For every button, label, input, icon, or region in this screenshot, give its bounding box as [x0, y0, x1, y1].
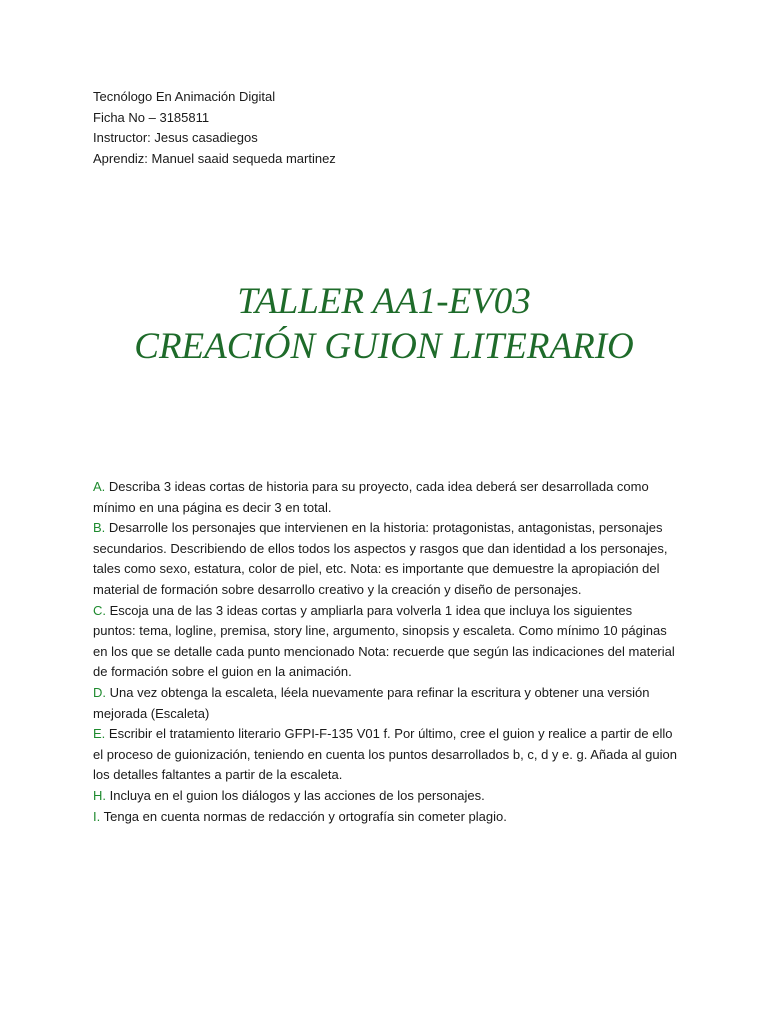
- item-text: Escribir el tratamiento literario GFPI-F-135 V01 f. Por último, cree el guion y realice a partir de ello el proceso de guionización, teniendo en cuenta los puntos desarrollados b, c, d y e. g. Añada al guion los detalles faltantes a partir de la escaleta.: [93, 726, 677, 783]
- instruction-item-b: [93, 518, 678, 600]
- document-header: [93, 87, 653, 169]
- title-line-2: CREACIÓN GUION LITERARIO: [134, 326, 634, 367]
- instruction-item-c: [93, 601, 678, 683]
- item-text: Tenga en cuenta normas de redacción y ortografía sin cometer plagio.: [100, 808, 507, 824]
- title-line-1: TALLER AA1-EV03: [237, 281, 531, 322]
- item-letter: B.: [93, 520, 106, 536]
- item-text: Una vez obtenga la escaleta, léela nuevamente para refinar la escritura y obtener una versión mejorada (Escaleta): [93, 684, 650, 721]
- item-letter: E.: [93, 726, 106, 742]
- instruction-list: [93, 477, 678, 827]
- item-text: Incluya en el guion los diálogos y las acciones de los personajes.: [106, 787, 485, 803]
- item-letter: C.: [93, 602, 106, 618]
- instructor-name: Instructor: Jesus casadiegos: [93, 130, 258, 146]
- instruction-item-h: [93, 786, 678, 807]
- instruction-item-a: [93, 477, 678, 518]
- program-name: Tecnólogo En Animación Digital: [93, 89, 276, 104]
- instruction-item-e: [93, 724, 678, 786]
- instruction-item-d: [93, 683, 678, 724]
- aprendiz-name: Aprendiz: Manuel saaid sequeda martinez: [93, 150, 336, 166]
- item-text: Escoja una de las 3 ideas cortas y ampliarla para volverla 1 idea que incluya los siguientes puntos: tema, logline, premisa, story line, argumento, sinopsis y escaleta. Como mínimo 10 páginas en los que se detalle cada punto mencionado Nota: recuerde que según las indicaciones del material de formación sobre el guion en la animación.: [93, 602, 675, 680]
- item-letter: H.: [93, 787, 106, 803]
- item-text: Describa 3 ideas cortas de historia para su proyecto, cada idea deberá ser desarrollada como mínimo en una página es decir 3 en total.: [93, 479, 649, 515]
- document-title: [0, 279, 768, 369]
- item-letter: D.: [93, 684, 106, 700]
- item-letter: A.: [93, 479, 106, 494]
- instruction-item-i: [93, 807, 678, 828]
- item-letter: I.: [93, 808, 101, 824]
- ficha-number: Ficha No – 3185811: [93, 109, 210, 125]
- item-text: Desarrolle los personajes que intervienen en la historia: protagonistas, antagonistas, personajes secundarios. Describiendo de ellos todos los aspectos y rasgos que dan identidad a los personajes, tales como sexo, estatura, color de piel, etc. Nota: es importante que demuestre la apropiación del material de formación sobre desarrollo creativo y la creación y diseño de personajes.: [93, 520, 668, 597]
